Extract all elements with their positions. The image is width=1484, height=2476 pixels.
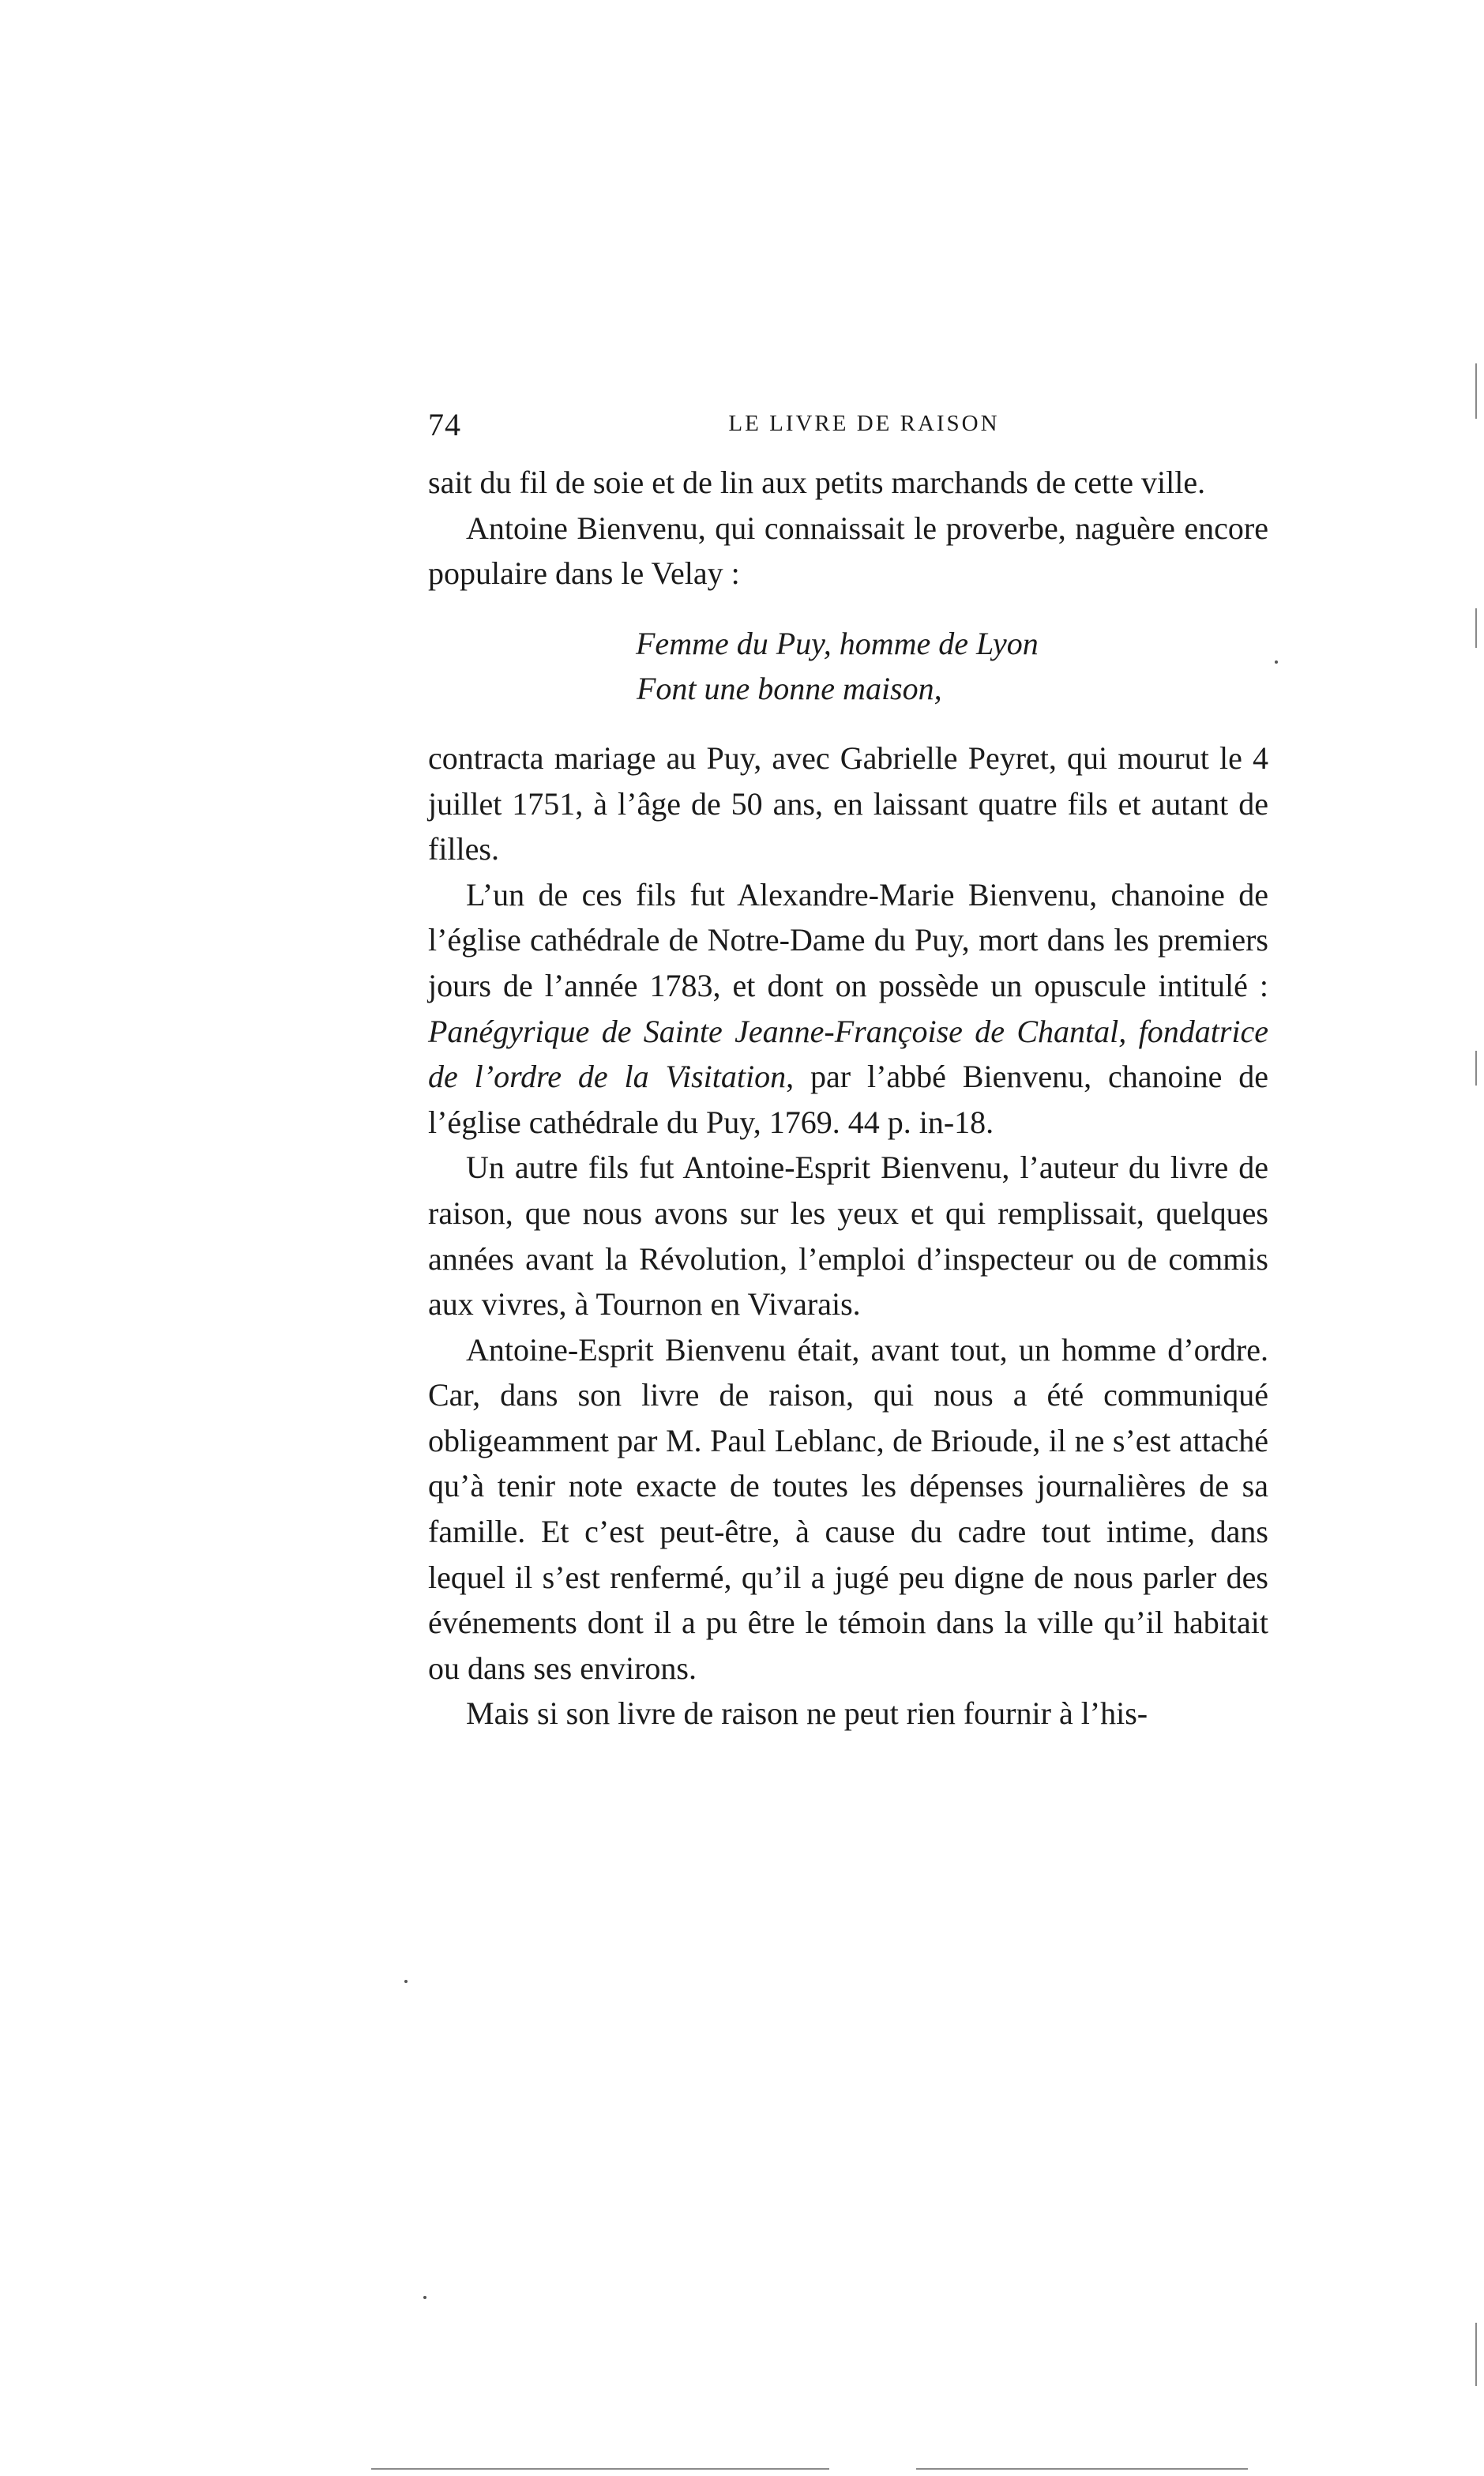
- scan-speck: [423, 2296, 426, 2299]
- scan-bottom-mark: [371, 2468, 829, 2470]
- paragraph-continuation: sait du fil de soie et de lin aux petits marchands de cette ville.: [428, 465, 1206, 500]
- paragraph-final: Mais si son livre de raison ne peut rien fournir à l’his-: [466, 1695, 1148, 1732]
- paragraph-marriage: contracta mariage au Puy, avec Gabrielle Peyret, qui mourut le 4 juillet 1751, à l’âge de 50 ans, en laissant quatre fils et autant de filles.: [428, 739, 1268, 867]
- running-title: LE LIVRE DE RAISON: [728, 411, 1000, 436]
- paragraph-alexandre-marie: [428, 872, 1268, 1146]
- paragraph-livre-de-raison: Antoine-Esprit Bienvenu était, avant tout, un homme d’ordre. Car, dans son livre de raison, qui nous a été communiqué obligeamment par M. Paul Leblanc, de Brioude, il ne s’est attaché qu’à tenir note exacte de toutes les dépenses journalières de sa famille. Et c’est peut-être, à cause du cadre tout intime, dans lequel il s’est renfermé, qu’il a jugé peu digne de nous parler des événements dont il a pu être le témoin dans la ville qu’il habitait ou dans ses environs.: [428, 1331, 1268, 1686]
- page-number: 74: [428, 407, 461, 442]
- verse-line-1: Femme du Puy, homme de Lyon: [636, 625, 1039, 661]
- verse-line-2: Font une bonne maison,: [637, 671, 942, 707]
- scan-edge-mark: [1475, 363, 1477, 419]
- scan-speck: [1275, 660, 1278, 664]
- scan-bottom-mark: [916, 2468, 1248, 2470]
- scan-edge-mark: [1475, 608, 1477, 648]
- book-title-italic: Panégyrique de Sainte Jeanne-Françoise de Chantal, fondatrice de l’ordre de la Visitation: [428, 1013, 1268, 1095]
- scan-edge-mark: [1475, 2323, 1477, 2386]
- paragraph-alexandre-marie-text-2: , par l’abbé Bienvenu, chanoine de l’église cathédrale du Puy, 1769. 44 p. in-18.: [428, 1059, 1268, 1140]
- scan-edge-mark: [1475, 1051, 1477, 1086]
- paragraph-antoine-esprit: Un autre fils fut Antoine-Esprit Bienvenu, l’auteur du livre de raison, que nous avons sur les yeux et qui remplissait, quelques années avant la Révolution, l’emploi d’inspecteur ou de commis aux vivres, à Tournon en Vivarais.: [428, 1150, 1268, 1323]
- paragraph-alexandre-marie-text-1: L’un de ces fils fut Alexandre-Marie Bienvenu, chanoine de l’église cathédrale de Notre-Dame du Puy, mort dans les premiers jours de l’année 1783, et dont on possède un opuscule intitulé :: [428, 876, 1268, 1003]
- scan-speck: [404, 1980, 408, 1983]
- paragraph-proverb-intro: Antoine Bienvenu, qui connaissait le proverbe, naguère encore populaire dans le Velay :: [428, 510, 1268, 592]
- page-header: [428, 395, 1268, 450]
- proverb-verse: [428, 621, 1268, 712]
- body-text: [428, 460, 1268, 1737]
